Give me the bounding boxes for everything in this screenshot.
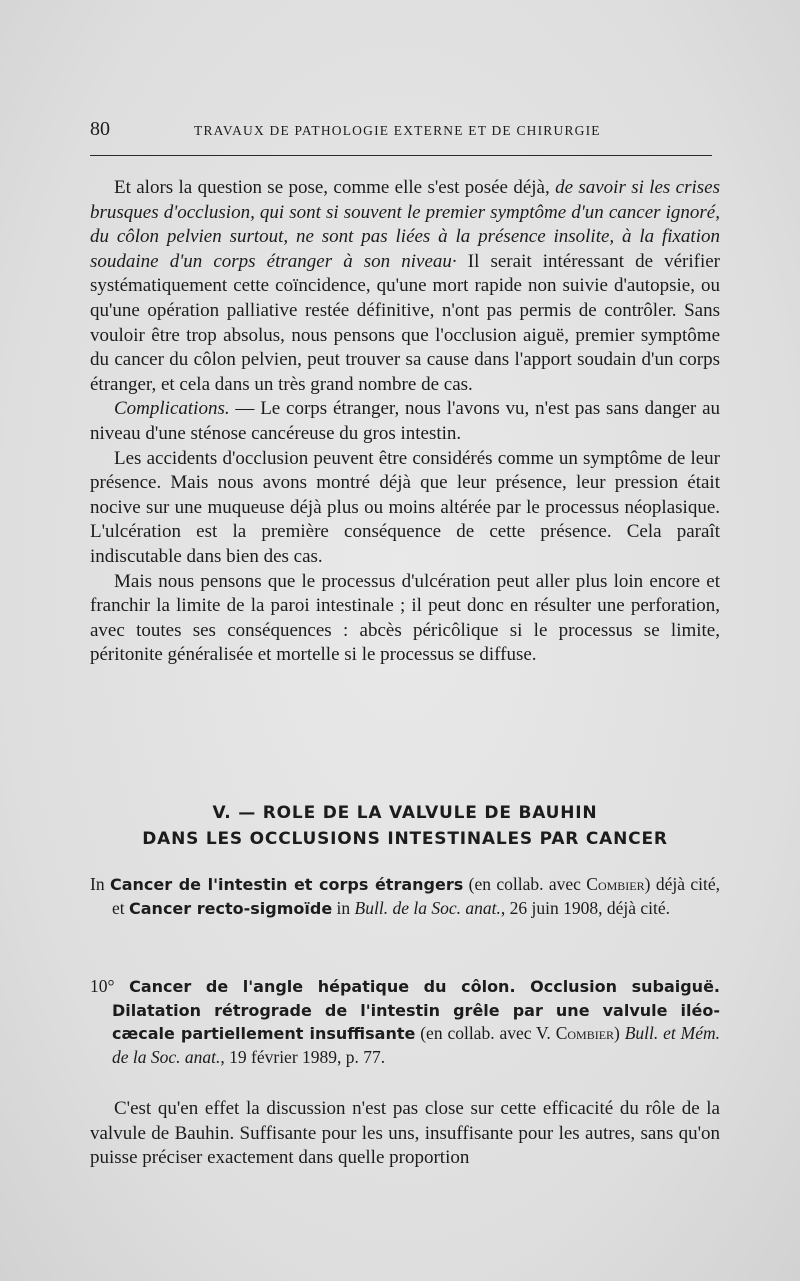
reference-2-text xyxy=(90,975,720,1069)
section-heading-line2: DANS LES OCCLUSIONS INTESTINALES PAR CANCER xyxy=(142,829,668,849)
reference-1-text xyxy=(90,873,720,920)
ref2-journal: Bull. et Mém. de la Soc. anat. xyxy=(112,1023,721,1067)
ref1-title-1: Cancer de l'intestin et corps étrangers xyxy=(109,875,464,894)
page-number: 80 xyxy=(90,118,110,140)
ref2-number: 10° xyxy=(90,976,115,996)
paragraph-question xyxy=(90,176,720,397)
ref1-title-2: Cancer recto-sigmoïde xyxy=(129,898,333,918)
body-text-bottom xyxy=(90,1097,720,1171)
paragraph-complications xyxy=(90,397,720,446)
ref2-end: , 19 février 1989, p. 77. xyxy=(220,1046,386,1067)
ref1-mid2: ) déjà cité, et xyxy=(112,874,721,918)
header-rule xyxy=(90,155,712,156)
ref2-author: Combier xyxy=(555,1023,615,1043)
paragraph-accidents: Les accidents d'occlusion peuvent être considérés comme un symptôme de leur présence. Mais nous avons montré déjà que leur présence, leur pression était nocive sur une muqueuse déjà plus ou moins altérée par le processus néoplasique. L'ulcération est la première conséquence de cette présence. Cela paraît indiscutable dans bien des cas. xyxy=(90,447,720,567)
running-title: TRAVAUX DE PATHOLOGIE EXTERNE ET DE CHIRURGIE xyxy=(194,123,601,138)
section-heading-line1: V. — ROLE DE LA VALVULE DE BAUHIN xyxy=(212,803,598,823)
ref1-journal: Bull. de la Soc. anat. xyxy=(354,897,501,918)
paragraph-bauhin: C'est qu'en effet la discussion n'est pas close sur cette efficacité du rôle de la valvule de Bauhin. Suffisante pour les uns, insuffisante pour les autres, sans qu'on puisse préciser exactement dans quelle proportion xyxy=(90,1098,720,1169)
ref1-mid1: (en collab. avec xyxy=(463,874,587,894)
ref1-mid3: in xyxy=(332,897,355,918)
section-heading xyxy=(90,800,720,852)
paragraph-question-rest: Il serait intéressant de vérifier systématiquement cette coïncidence, qu'une mort rapide non suivie d'autopsie, ou qu'une opération palliative restée définitive, n'ont pas permis de contrôler. Sans vouloir être trop absolus, nous pensons que l'occlusion aiguë, premier symptôme du cancer du côlon pelvien, peut trouver sa cause dans l'apport soudain d'un corps étranger, et cela dans un très grand nombre de cas. xyxy=(90,250,720,395)
ref1-prefix: In xyxy=(90,874,110,894)
ref1-author: Combier xyxy=(586,874,645,894)
ref2-title: Cancer de l'angle hépatique du côlon. Occlusion subaiguë. Dilatation rétrograde de l'intestin grêle par une valvule iléo-cæcale partiellement insuffisante xyxy=(112,977,720,1043)
paragraph-question-lead: Et alors la question se pose, comme elle s'est posée déjà, xyxy=(114,177,556,198)
ref2-mid1: (en collab. avec V. xyxy=(415,1023,556,1043)
body-text-top xyxy=(90,176,720,668)
reference-2 xyxy=(90,975,720,1069)
ref1-end: , 26 juin 1908, déjà cité. xyxy=(500,897,670,918)
page-header xyxy=(90,118,712,144)
complications-heading: Complications. xyxy=(114,398,230,420)
paragraph-question-italic: de savoir si les crises brusques d'occlusion, qui sont si souvent le premier symptôme d'un cancer ignoré, du côlon pelvien surtout, ne sont pas liées à la présence insolite, à la fixation soudaine d'un corps étranger à son niveau· xyxy=(90,177,720,272)
paragraph-perforation: Mais nous pensons que le processus d'ulcération peut aller plus loin encore et franchir la limite de la paroi intestinale ; il peut donc en résulter une perforation, avec toutes ses conséquences : abcès péricôlique si le processus se limite, péritonite généralisée et mortelle si le processus se diffuse. xyxy=(90,570,720,666)
complications-text: — Le corps étranger, nous l'avons vu, n'est pas sans danger au niveau d'une sténose cancéreuse du gros intestin. xyxy=(90,398,720,444)
reference-1 xyxy=(90,873,720,920)
ref2-mid2: ) xyxy=(614,1023,625,1043)
